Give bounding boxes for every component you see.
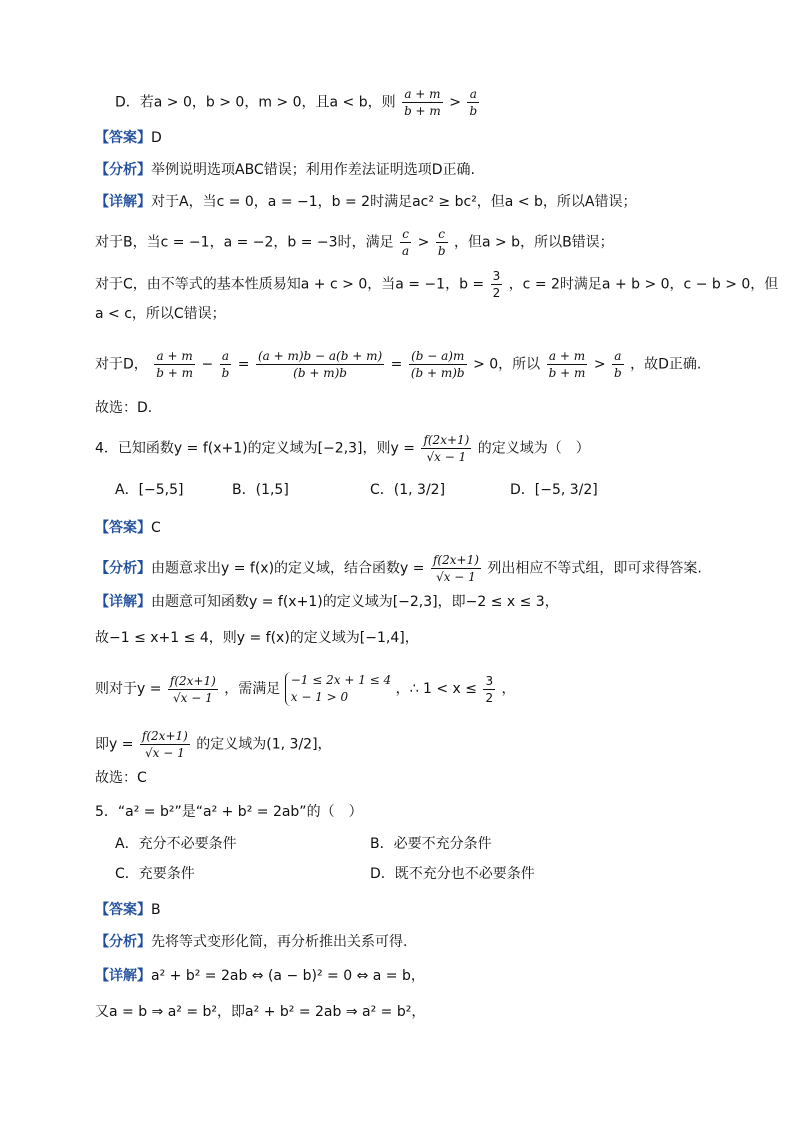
q5-stem: 5．“a² = b²”是“a² + b² = 2ab”的（ ） bbox=[95, 804, 363, 820]
q4-option-a: A．[−5,5] bbox=[115, 482, 184, 498]
fraction: $\frac{a}{b}$ bbox=[469, 87, 478, 118]
q3-answer: 【答案】D bbox=[95, 130, 162, 146]
q5-detail-1: 【详解】a² + b² = 2ab ⇔ (a − b)² = 0 ⇔ a = b， bbox=[95, 968, 425, 984]
q4-choose: 故选：C bbox=[95, 770, 147, 786]
q5-option-d: D．既不充分也不必要条件 bbox=[370, 866, 535, 882]
q4-stem: 4．已知函数y = f(x+1)的定义域为[−2,3]，则y = $\frac{f(2x+1)}{√x - 1}$ 的定义域为（ ） bbox=[95, 433, 590, 464]
q4-detail-1: 【详解】由题意可知函数y = f(x+1)的定义域为[−2,3]，即−2 ≤ x ≤ 3， bbox=[95, 594, 559, 610]
q5-option-b: B．必要不充分条件 bbox=[370, 836, 492, 852]
q5-detail-2: 又a = b ⇒ a² = b²，即a² + b² = 2ab ⇒ a² = b²， bbox=[95, 1004, 426, 1020]
q5-analysis: 【分析】先将等式变形化简，再分析推出关系可得. bbox=[95, 934, 408, 950]
q4-option-d: D．[−5, 3/2] bbox=[510, 482, 598, 498]
q4-detail-3: 则对于y = $\frac{f(2x+1)}{√x - 1}$ ，需满足 −1 ≤ 2x + 1 ≤ 4 x − 1 > 0 ，∴ 1 < x ≤ $\frac{3}{2}$ ， bbox=[95, 673, 516, 705]
q3-option-d: D．若a > 0，b > 0，m > 0，且a < b，则 $\frac{a + m}{b + m}$ > $\frac{a}{b}$ bbox=[115, 87, 478, 118]
q3-detail-b: 对于B，当c = −1，a = −2，b = −3时，满足 $\frac{c}{a}$ > $\frac{c}{b}$ ，但a > b，所以B错误； bbox=[95, 227, 614, 258]
fraction: $\frac{a + m}{b + m}$ bbox=[404, 87, 441, 118]
q4-option-c: C．(1, 3/2] bbox=[370, 482, 446, 498]
q3-detail-c1: 对于C，由不等式的基本性质易知a + c > 0，当a = −1，b = $\frac{3}{2}$ ，c = 2时满足a + b > 0，c − b > 0，但 bbox=[95, 269, 779, 300]
q4-analysis: 【分析】由题意求出y = f(x)的定义域，结合函数y = $\frac{f(2x+1)}{√x - 1}$ 列出相应不等式组，即可求得答案. bbox=[95, 553, 702, 584]
q4-detail-4: 即y = $\frac{f(2x+1)}{√x - 1}$ 的定义域为(1, 3/2]， bbox=[95, 729, 332, 760]
q5-option-c: C．充要条件 bbox=[115, 866, 195, 882]
q5-answer: 【答案】B bbox=[95, 902, 161, 918]
q3-detail-a: 【详解】对于A，当c = 0，a = −1，b = 2时满足ac² ≥ bc²，但a < b，所以A错误； bbox=[95, 194, 637, 210]
q4-option-b: B．(1,5] bbox=[232, 482, 289, 498]
q4-answer: 【答案】C bbox=[95, 520, 161, 536]
q4-detail-2: 故−1 ≤ x+1 ≤ 4，则y = f(x)的定义域为[−1,4]， bbox=[95, 630, 419, 646]
q3-detail-d: 对于D， $\frac{a + m}{b + m}$ − $\frac{a}{b}$ = $\frac{(a + m)b - a(b + m)}{(b + m)b}$ = $\frac{(b - a)m}{(b + m)b}$ > 0，所以 $\frac{a + m}{b + m}$ > $\frac{a}{b}$ ，故D正确. bbox=[95, 349, 702, 380]
q3-choose: 故选：D. bbox=[95, 400, 153, 416]
inequality-system: −1 ≤ 2x + 1 ≤ 4 x − 1 > 0 bbox=[285, 672, 391, 706]
q3-detail-c2: a < c，所以C错误； bbox=[95, 306, 226, 322]
q3-analysis: 【分析】举例说明选项ABC错误；利用作差法证明选项D正确. bbox=[95, 162, 475, 178]
q5-option-a: A．充分不必要条件 bbox=[115, 836, 237, 852]
